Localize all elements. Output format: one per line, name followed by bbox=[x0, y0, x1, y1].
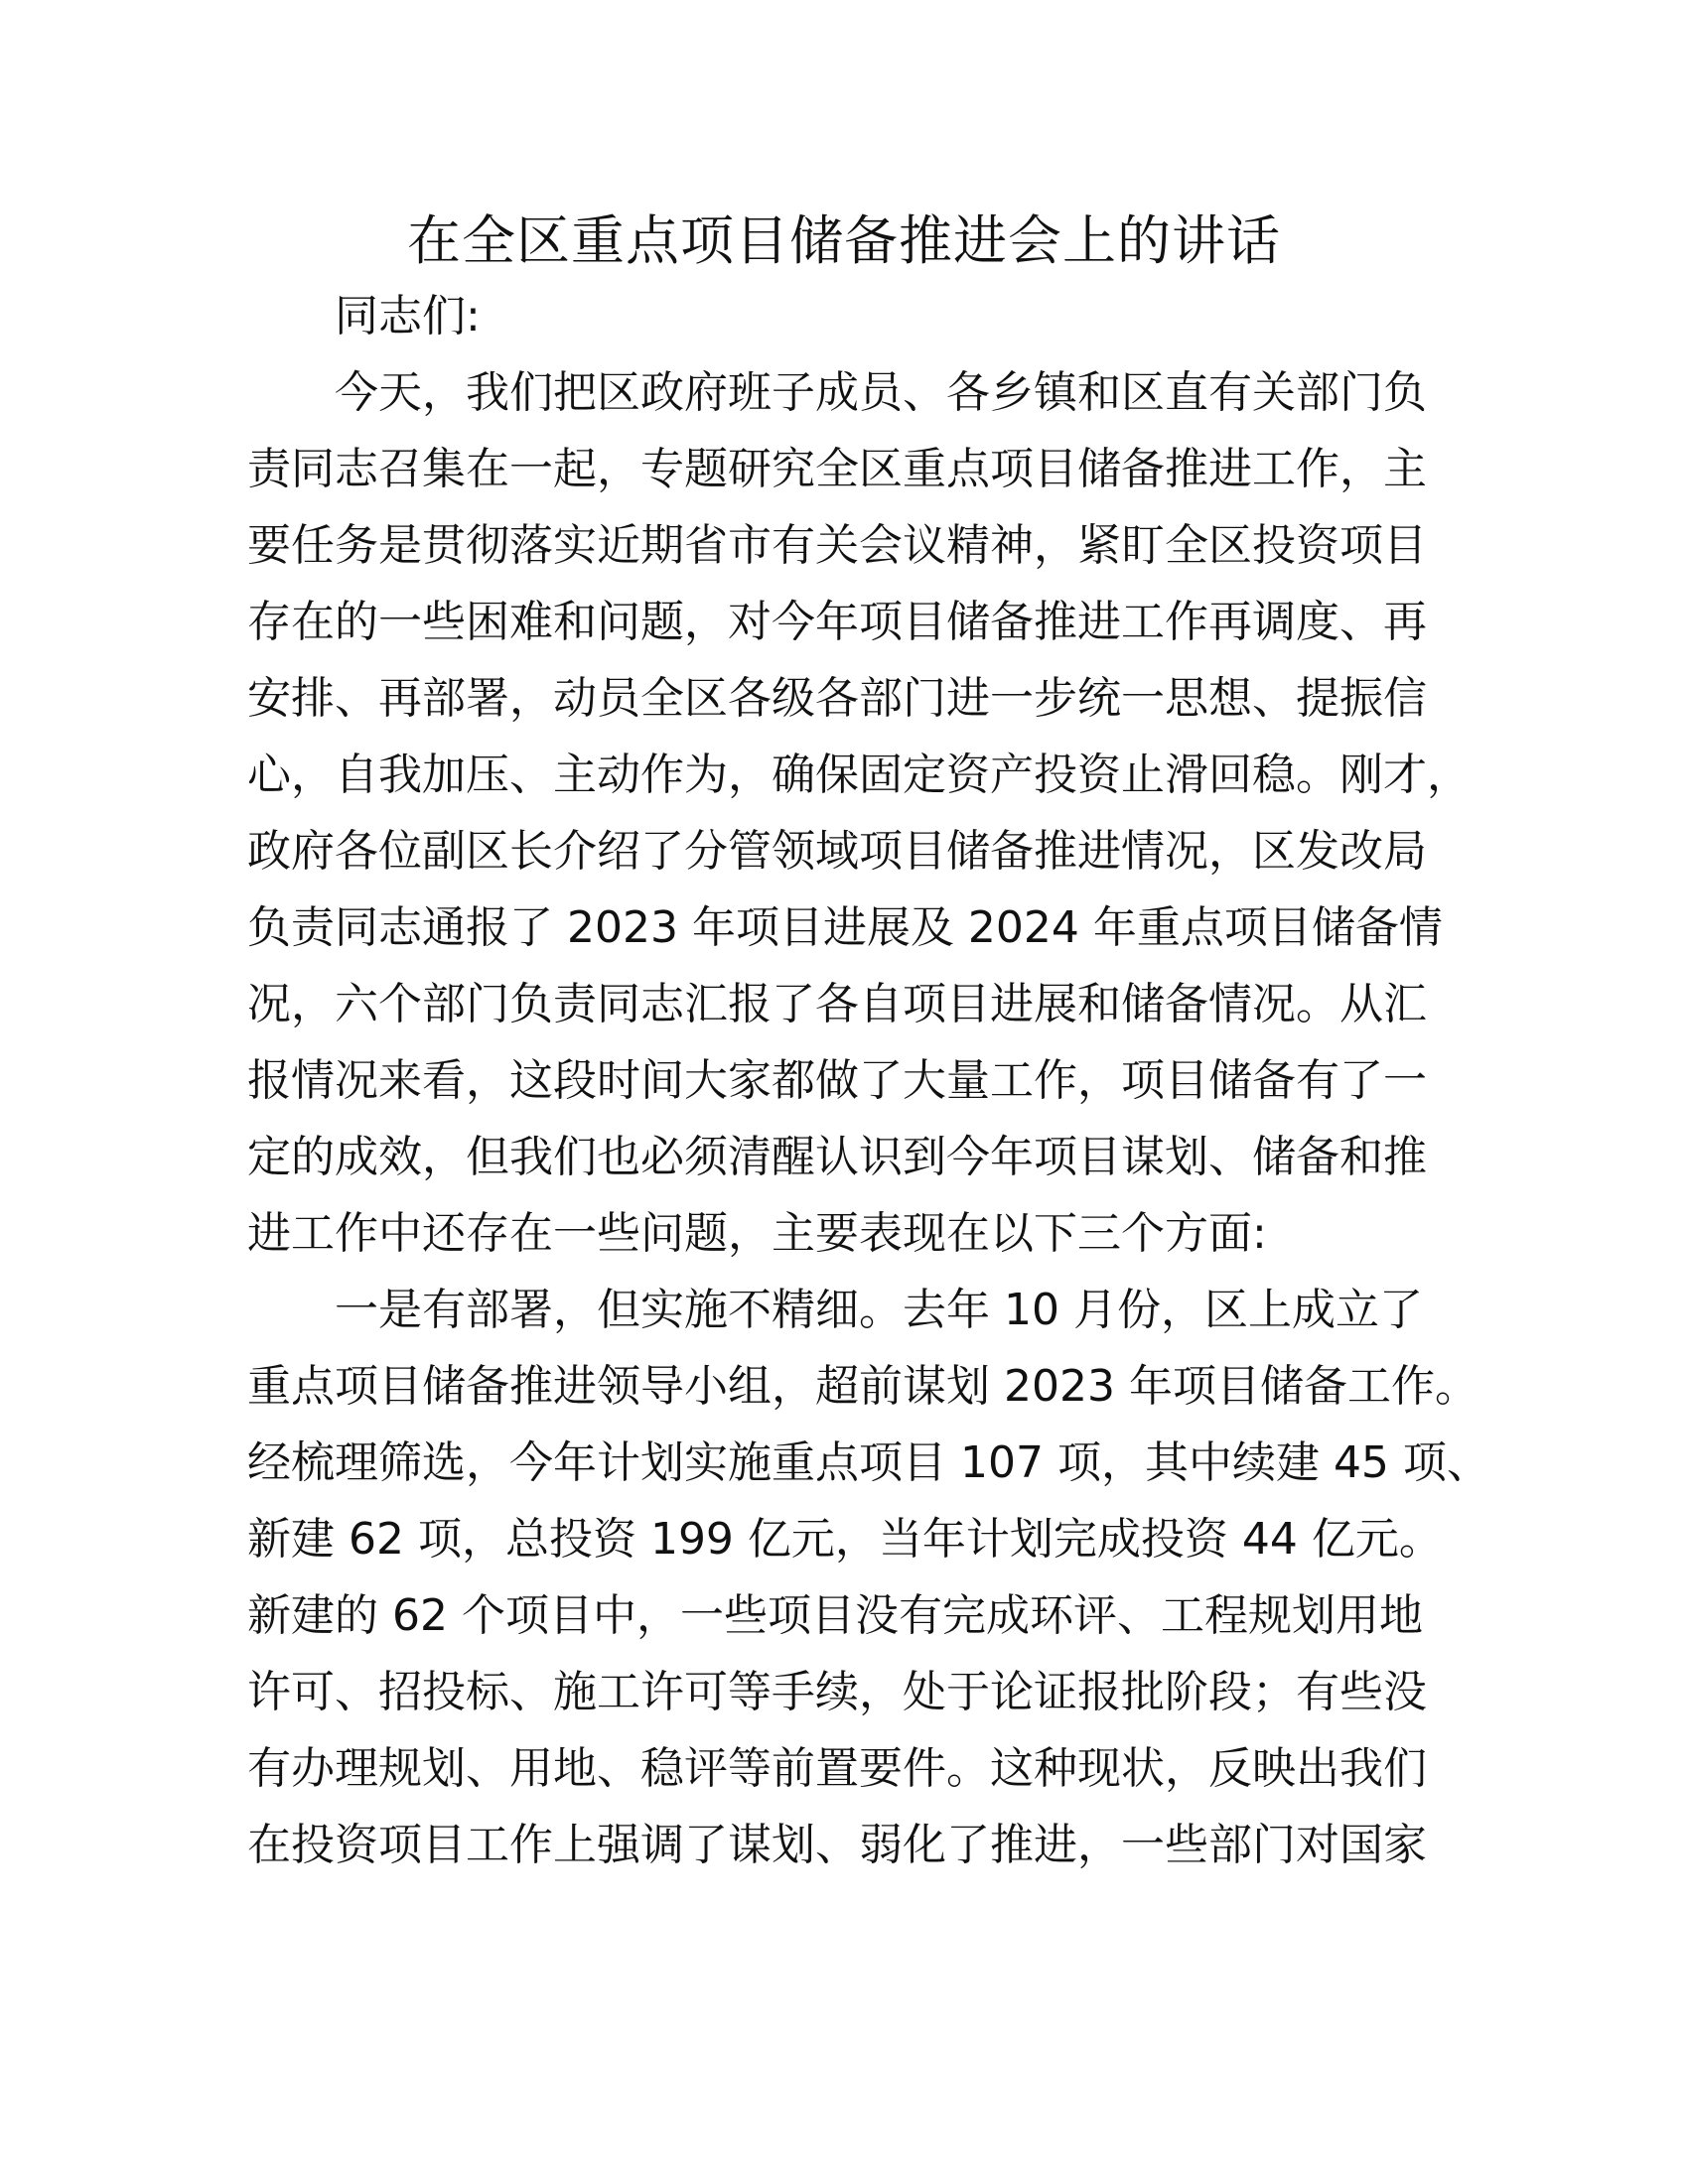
paragraph-line: 要任务是贯彻落实近期省市有关会议精神，紧盯全区投资项目 bbox=[247, 520, 1427, 571]
paragraph-line: 存在的一些困难和问题，对今年项目储备推进工作再调度、再 bbox=[247, 597, 1427, 647]
paragraph-line: 新建 62 项，总投资 199 亿元，当年计划完成投资 44 亿元。 bbox=[247, 1514, 1443, 1565]
paragraph-2 bbox=[247, 1272, 1490, 1883]
paragraph-line: 进工作中还存在一些问题，主要表现在以下三个方面: bbox=[247, 1208, 1267, 1259]
paragraph-line: 一是有部署，但实施不精细。去年 10 月份，区上成立了 bbox=[335, 1285, 1423, 1335]
document-title: 在全区重点项目储备推进会上的讲话 bbox=[407, 209, 1281, 272]
paragraph-line: 责同志召集在一起，专题研究全区重点项目储备推进工作，主 bbox=[247, 444, 1427, 494]
document-body bbox=[247, 278, 1490, 1883]
paragraph-line: 经梳理筛选，今年计划实施重点项目 107 项，其中续建 45 项、 bbox=[247, 1437, 1490, 1488]
paragraph-line: 政府各位副区长介绍了分管领域项目储备推进情况，区发改局 bbox=[247, 826, 1427, 877]
paragraph-line: 重点项目储备推进领导小组，超前谋划 2023 年项目储备工作。 bbox=[247, 1361, 1478, 1412]
paragraph-line: 在投资项目工作上强调了谋划、弱化了推进，一些部门对国家 bbox=[247, 1820, 1427, 1870]
paragraph-line: 有办理规划、用地、稳评等前置要件。这种现状，反映出我们 bbox=[247, 1743, 1427, 1794]
paragraph-line: 今天，我们把区政府班子成员、各乡镇和区直有关部门负 bbox=[335, 367, 1427, 418]
paragraph-line: 况，六个部门负责同志汇报了各自项目进展和储备情况。从汇 bbox=[247, 979, 1427, 1029]
paragraph-line: 许可、招投标、施工许可等手续，处于论证报批阶段；有些没 bbox=[247, 1667, 1427, 1717]
paragraph-line: 新建的 62 个项目中，一些项目没有完成环评、工程规划用地 bbox=[247, 1590, 1423, 1641]
paragraph-line: 报情况来看，这段时间大家都做了大量工作，项目储备有了一 bbox=[247, 1055, 1427, 1106]
paragraph-line: 安排、再部署，动员全区各级各部门进一步统一思想、提振信 bbox=[247, 673, 1427, 724]
paragraph-line: 负责同志通报了 2023 年项目进展及 2024 年重点项目储备情 bbox=[247, 902, 1443, 953]
paragraph-line: 定的成效，但我们也必须清醒认识到今年项目谋划、储备和推 bbox=[247, 1132, 1427, 1182]
paragraph-line: 心，自我加压、主动作为，确保固定资产投资止滑回稳。刚才， bbox=[247, 750, 1471, 800]
paragraph-1 bbox=[247, 354, 1471, 1272]
salutation: 同志们: bbox=[335, 291, 481, 341]
